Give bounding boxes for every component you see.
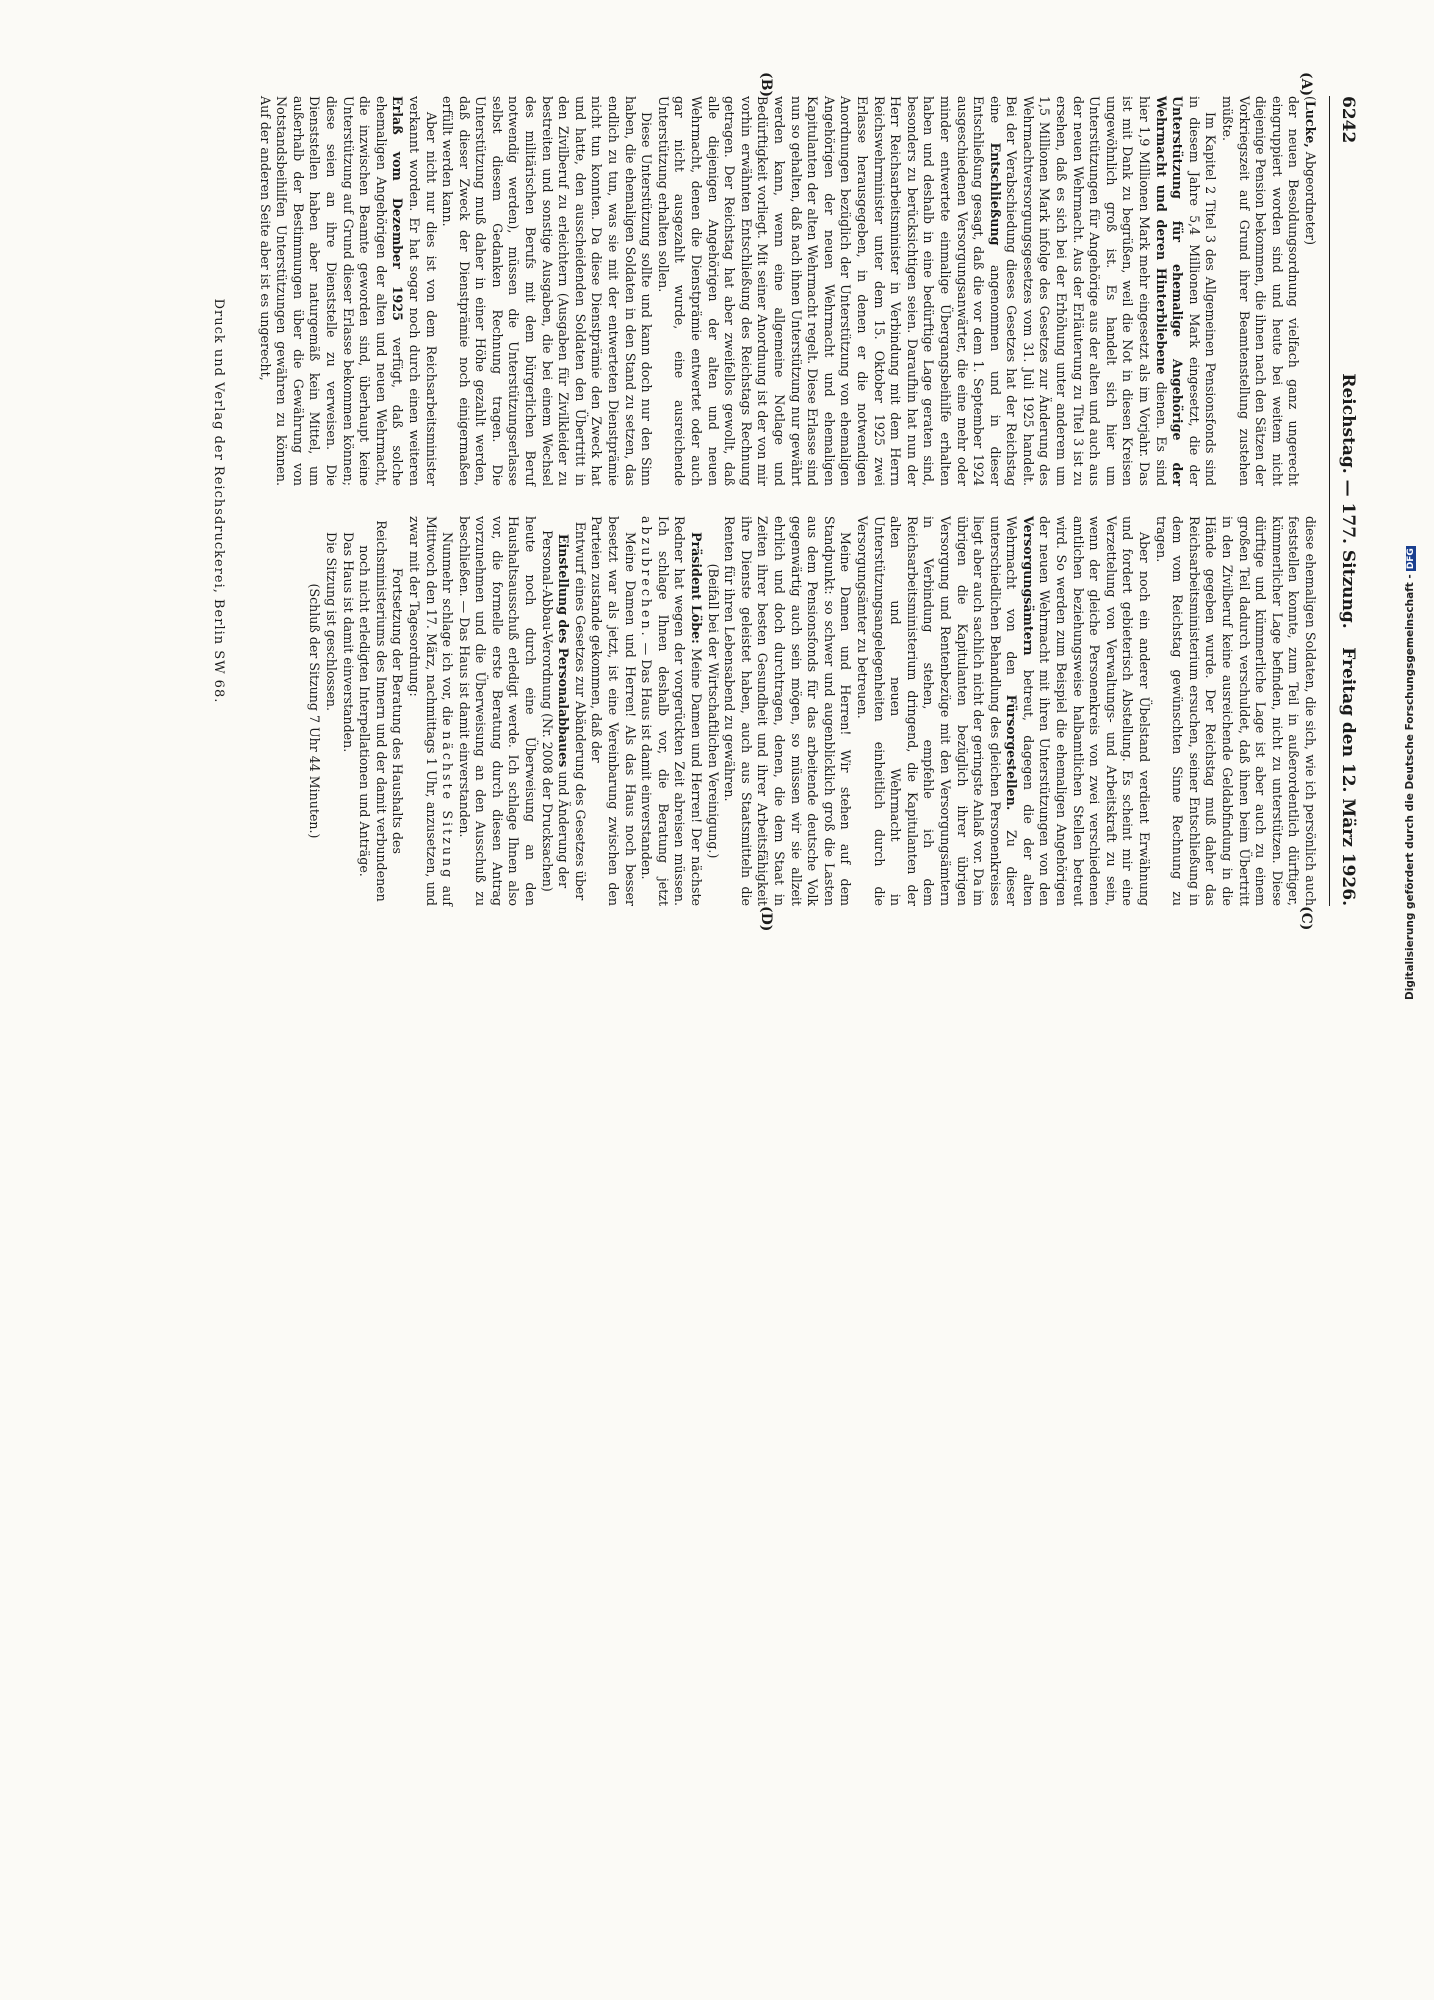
dfg-logo: DFG <box>1406 548 1416 570</box>
bold-text: Lucke, <box>1303 100 1318 148</box>
text-run: verfügt, daß solche ehemaligen Angehörigen der alten und neuen Wehrmacht, die inzwischen Beamte geworden sind, überhaupt keine Unterstützung auf Grund dieser Erlasse bekommen können; diese seien an ihre Dienststelle zu verweisen. Die Dienststellen haben aber naturgemäß kein Mittel, um außerhalb der Bestimmungen über die Gewährung von Notstandsbeihilfen Unterstützungen gewähren zu können. Auf der anderen Seite aber ist es ungerecht, <box>257 96 406 487</box>
text-run: Aber noch ein anderer Übelstand verdient Erwähnung und fordert gebieterisch Abstellung. Es scheint mir eine Verzettelung von Verwaltungs- und Arbeitskraft zu sein, wenn der gleiche Personenkreis von zwei verschiedenen amtlichen beziehungsweise halbamtlichen Stellen betreut wird. So werden zum Beispiel die ehemaligen Angehörigen der neuen Wehrmacht mit ihren Unterstützungen von den <box>1037 516 1153 906</box>
bold-text: Präsident Löbe: <box>689 532 705 644</box>
margin-marker-a: (A) <box>1298 72 1314 97</box>
margin-marker-b: (B) <box>758 72 774 98</box>
text-run: Zu dieser unterschiedlichen Behandlung des gleichen Personenkreises liegt aber auch sachlich nicht der geringste Anlaß vor. Da im übrigen die Kapitulanten bezüglich ihrer übrigen Versorgung und Rentenbezüge mit den Versorgungsämtern in Verbindung stehen, empfehle ich dem Reichsarbeitsministerium dringend, die Kapitulanten der alten und neuen Wehrmacht in Unterstützungsangelegenheiten einheitlich durch die Versorgungsämter zu betreuen. <box>854 516 1020 906</box>
text-run: Entwurf eines Gesetzes zur Abänderung des Gesetzes über <box>572 521 588 901</box>
digitization-credit <box>1404 548 1434 2000</box>
margin-marker-c: (C) <box>1298 906 1314 931</box>
bold-text: Erlaß vom Dezember 1925 <box>390 96 406 321</box>
text-run: Meine Damen und Herren! Als das Haus noch besser besetzt war als jetzt, ist eine Vereinbarung zwischen den Parteien zustande gekommen, daß der <box>589 516 638 906</box>
paragraph <box>405 516 455 906</box>
credit-text: Digitalisierung gefördert durch die Deutsche Forschungsgemeinschaft - <box>1404 574 1416 1000</box>
paragraph <box>455 516 538 906</box>
text-run: der neuen Besoldungsordnung vielfach ganz ungerecht eingruppiert worden sind und heute bei weitem nicht diejenige Pension bekommen, die ihnen nach den Sätzen der Vorkriegszeit auf Grund ihrer Beamtenstellung zustehen müßte. <box>1220 96 1302 486</box>
margin-marker-d: (D) <box>758 906 774 932</box>
text-run: auf Mittwoch den 17. März, nachmittags 1 Uhr, anzusetzen, und zwar mit der Tagesordnung: <box>406 516 456 906</box>
paragraph <box>538 516 588 906</box>
paragraph <box>356 516 406 906</box>
text-run: Diese Unterstützung sollte und kann doch nur den Sinn haben, die ehemaligen Soldaten in den Stand zu setzen, das endlich zu tun, was sie mit der entwerteten Dienstprämie nicht tun konnten. Da diese Dienstprämie den Zweck hat und hatte, den ausscheidenden Soldaten den Übertritt in den Zivilberuf zu erleichtern (Ausgaben für Zivilkleider zu bestreiten und sonstige Ausgaben, die bei einem Wechsel des militärischen Berufs mit dem bürgerlichen Beruf notwendig werden), müssen die Unterstützungserlasse selbst diesem Gedanken Rechnung tragen. Die Unterstützung muß daher in einer Höhe gezahlt werden, daß dieser Zweck der Dienstprämie noch einigermaßen erfüllt werden kann. <box>440 96 655 486</box>
text-run: heute noch durch eine Überweisung an den Haushaltsausschuß erledigt werde. Ich schlage Ihnen also vor, die formelle erste Beratung durch diesen Antrag vorzunehmen und die Überweisung an den Ausschuß zu beschließen. — Das Haus ist damit einverstanden. <box>456 516 539 906</box>
text-run: (Beifall bei der Wirtschaftlichen Vereinigung.) <box>705 563 721 859</box>
paragraph <box>256 96 439 486</box>
paragraph <box>638 516 704 906</box>
paragraph <box>1301 96 1318 486</box>
spaced-text: nächste Sitzung <box>440 731 456 881</box>
text-run: Im Kapitel 2 Titel 3 des Allgemeinen Pensionsfonds sind in diesem Jahre 5,4 Millionen Mark eingesetzt, die der <box>1186 96 1219 486</box>
paragraph <box>339 516 356 906</box>
imprint-footer: Druck und Verlag der Reichsdruckerei, Berlin SW 68. <box>211 298 226 704</box>
left-column <box>256 96 1318 486</box>
text-run: dienen. Es sind hier 1,9 Millionen Mark mehr eingesetzt als im Vorjahr. Das ist mit Dank zu begrüßen, weil die Not in diesen Kreisen ungewöhnlich groß ist. Es handelt sich hier um Unterstützungen für Angehörige aus der alten und auch aus der neuen Wehrmacht. Aus der Erläuterung zu Titel 3 ist zu ersehen, daß es sich bei der Erhöhung unter anderem um 1,5 Millionen Mark infolge des Gesetzes zur Änderung des Wehrmachtversorgungsgesetzes vom 31. Juli 1925 handelt. Bei der Verabschiedung dieses Gesetzes hat der Reichstag eine <box>987 96 1169 486</box>
bold-text: Versorgungsämtern <box>1020 516 1036 656</box>
text-run: Aber nicht nur dies ist von dem Reichsarbeitsminister verkannt worden. Er hat sogar noch durch einen weiteren <box>406 96 439 486</box>
text-run: Nunmehr schlage ich vor, die <box>440 532 456 732</box>
text-run: diese ehemaligen Soldaten, die sich, wie ich persönlich auch feststellen konnte, zum Teil in außerordentlich dürftiger, kümmerlicher Lage befinden, nicht zu unterstützen. Diese dürftige und kümmerliche Lage ist aber auch zu einem großen Teil dadurch verschuldet, daß ihnen beim Übertritt in den Zivilberuf keine ausreichende Geldabfindung in die Hände gegeben wurde. Der Reichstag muß daher das Reichsarbeitsministerium ersuchen, seiner Entschließung in dem vom Reichstag gewünschten Sinne Rechnung zu tragen. <box>1153 516 1318 906</box>
paragraph <box>1152 516 1318 906</box>
session-date: Freitag den 12. März 1926. <box>1338 647 1358 906</box>
paragraph <box>654 96 1218 486</box>
text-run: Die Sitzung ist geschlossen. <box>323 532 339 712</box>
paragraph <box>588 516 638 906</box>
paragraph <box>853 516 1152 906</box>
text-run: (Schluß der Sitzung 7 Uhr 44 Minuten.) <box>307 583 323 839</box>
text-run: Abgeordneter) <box>1303 147 1318 246</box>
paragraph <box>1218 96 1301 486</box>
paragraph <box>306 516 323 906</box>
page-number: 6242 <box>1338 96 1358 144</box>
text-run: Das Haus ist damit einverstanden. <box>340 532 356 753</box>
paragraph <box>439 96 655 486</box>
right-column <box>306 516 1318 906</box>
text-run: angenommen und in dieser Entschließung gesagt, daß die vor dem 1. September 1924 ausgeschiedenen Versorgungsanwärter, die eine mehr oder minder entwertete einmalige Übergangsbeihilfe erhalten haben und deshalb in eine bedürftige Lage geraten sind, besonders zu berücksichtigen seien. Daraufhin hat nun der Herr Reichsarbeitsminister in Verbindung mit dem Herrn Reichswehrminister unter dem 15. Oktober 1925 zwei Erlasse herausgegeben, in denen er die notwendigen Anordnungen bezüglich der Unterstützung von ehemaligen Angehörigen der neuen Wehrmacht und ehemaligen Kapitulanten der alten Wehrmacht regelt. Diese Erlasse sind nun so gehalten, daß nach ihnen Unterstützung nur gewährt werden kann, wenn eine allgemeine Notlage und Bedürftigkeit vorliegt. Mit seiner Anordnung ist der von mir vorhin erwähnten Entschließung des Reichstags Rechnung getragen. Der Reichstag hat aber zweifellos gewollt, daß alle diejenigen Angehörigen der alten und neuen Wehrmacht, denen die Dienstprämie entwertet oder auch gar nicht ausgezahlt wurde, eine ausreichende Unterstützung erhalten sollen. <box>655 96 1003 486</box>
text-run: ( <box>1303 96 1318 101</box>
text-run: und Änderung der Personal-Abbau-Verordnung (Nr. 2008 der Drucksachen) <box>539 530 572 892</box>
bold-text: Einstellung des Personalabbaues <box>556 533 572 768</box>
paragraph <box>721 516 854 906</box>
text-run: Meine Damen und Herren! Wir stehen auf dem Standpunkt: so schwer und augenblicklich groß die Lasten aus dem Pensionsfonds für das arbeitende deutsche Volk gegenwärtig auch sein mögen, so müssen wir sie allzeit ehrlich und doch durchtragen, denen, die dem Staat in Zeiten ihrer besten Gesundheit und ihrer Arbeitsfähigkeit ihre Dienste geleistet haben, auch aus Staatsmitteln die Renten für ihren Lebensabend zu gewähren. <box>722 516 854 906</box>
text-run: Fortsetzung der Beratung des Haushalts des Reichsministeriums des Innern und der damit verbundenen noch nicht erledigten Interpellationen und Anträge. <box>357 520 406 902</box>
page-header <box>1330 96 1358 906</box>
text-run: betreut, dagegen die der alten Wehrmacht von den <box>1004 516 1036 906</box>
bold-text: Fürsorgestellen. <box>1004 694 1020 811</box>
paragraph <box>322 516 339 906</box>
session-title: Reichstag. — 177. Sitzung. <box>1338 373 1358 629</box>
bold-text: Unterstützung für ehemalige Angehörige der Wehrmacht und deren Hinterbliebene <box>1153 96 1186 486</box>
bold-text: Entschließung <box>987 142 1003 246</box>
spaced-text: abzubrechen. <box>639 516 655 639</box>
header-rule <box>1329 96 1330 906</box>
text-run: — Das Haus ist damit einverstanden. <box>639 638 655 880</box>
paragraph <box>704 516 721 906</box>
text-run: Meine Damen und Herren! Der nächste Redner hat wegen der vorgerückten Zeit abreisen müssen. Ich schlage Ihnen deshalb vor, die Beratung jetzt <box>655 516 705 906</box>
